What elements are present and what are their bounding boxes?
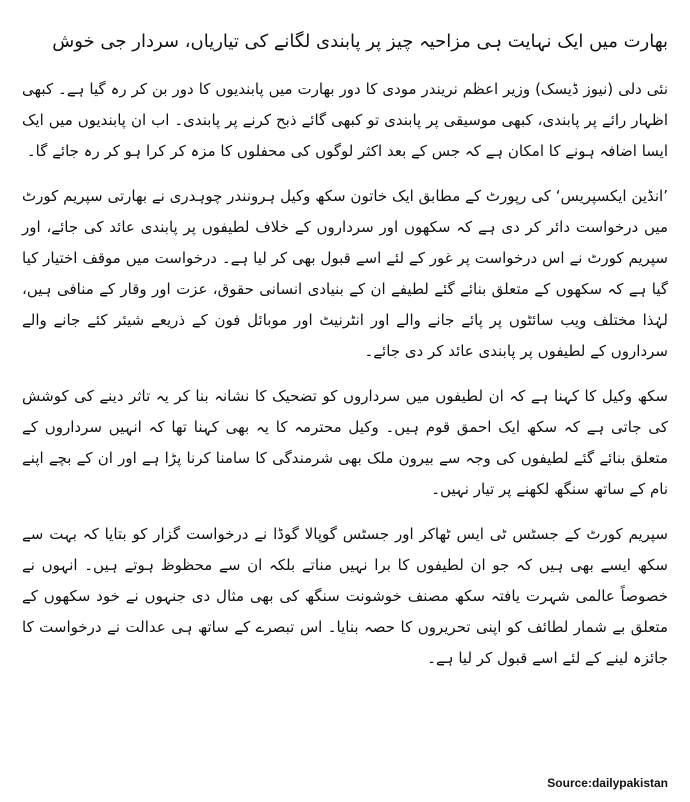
article-paragraph-4: سپریم کورٹ کے جسٹس ٹی ایس ٹھاکر اور جسٹس گوپالا گوڈا نے درخواست گزار کو بتایا کہ بہت سے سکھ ایسے بھی ہیں کہ جو ان لطیفوں کا برا نہیں مناتے بلکہ ان سے محظوظ ہوتے ہیں۔ انہوں نے خصوصاً عالمی شہرت یافتہ سکھ مصنف خوشونت سنگھ کی بھی مثال دی جنہوں نے خود سکھوں کے متعلق بے شمار لطائف کو اپنی تحریروں کا حصہ بنایا۔ اس تبصرے کے ساتھ ہی عدالت نے درخواست کا جائزہ لینے کے لئے اسے قبول کر لیا ہے۔ — [22, 525, 668, 667]
article-paragraph-2: ’انڈین ایکسپریس‘ کی رپورٹ کے مطابق ایک خاتون سکھ وکیل ہرونندر چوہدری نے بھارتی سپریم کورٹ میں درخواست دائر کر دی ہے کہ سکھوں اور سرداروں کے خلاف لطیفوں پر پابندی عائد کی جائے، اور سپریم کورٹ نے اس درخواست پر غور کے لئے اسے قبول بھی کر لیا ہے۔ درخواست میں موقف اختیار کیا گیا ہے کہ سکھوں کے متعلق بنائے گئے لطیفے ان کے بنیادی انسانی حقوق، عزت اور وقار کے منافی ہیں، لہٰذا مختلف ویب سائٹوں پر پائے جانے والے اور انٹرنیٹ اور موبائل فون کے ذریعے شیئر کئے جانے والے سرداروں کے لطیفوں پر پابندی عائد کر دی جائے۔ — [22, 187, 668, 360]
source-credit: Source:dailypakistan — [547, 776, 668, 790]
article-paragraph-3: سکھ وکیل کا کہنا ہے کہ ان لطیفوں میں سرداروں کو تضحیک کا نشانہ بنا کر یہ تاثر دینے کی کوشش کی جاتی ہے کہ سکھ ایک احمق قوم ہیں۔ وکیل محترمہ کا یہ بھی کہنا تھا کہ انہیں سرداروں کے متعلق بنائے گئے لطیفوں کی وجہ سے بیرون ملک بھی شرمندگی کا سامنا کرنا پڑا ہے اور ان کے بچے اپنے نام کے ساتھ سنگھ لکھنے پر تیار نہیں۔ — [22, 387, 668, 498]
article-paragraph-1: نئی دلی (نیوز ڈیسک) وزیر اعظم نریندر مودی کا دور بھارت میں پابندیوں کا دور بن کر رہ گیا ہے۔ کبھی اظہار رائے پر پابندی، کبھی موسیقی پر پابندی تو کبھی گائے ذبح کرنے پر پابندی۔ اب ان پابندیوں میں ایک ایسا اضافہ ہونے کا امکان ہے کہ جس کے بعد اکثر لوگوں کی محفلوں کا مزہ کر کرا ہو کر رہ جائے گا۔ — [22, 80, 668, 160]
article-headline: بھارت میں ایک نہایت ہی مزاحیہ چیز پر پابندی لگانے کی تیاریاں، سردار جی خوش — [52, 31, 668, 52]
